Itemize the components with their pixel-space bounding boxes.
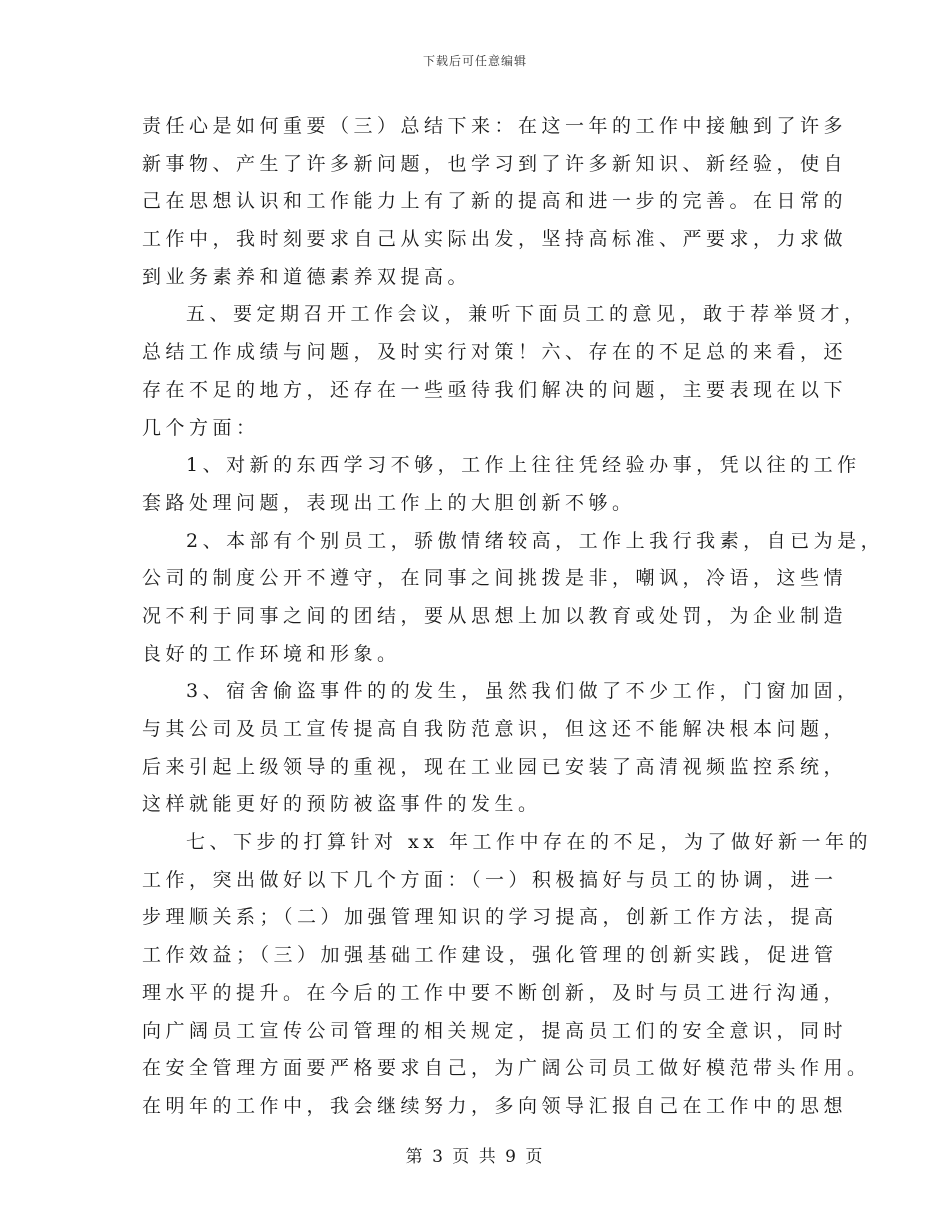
text-line: 套路处理问题，表现出工作上的大胆创新不够。 [142,491,636,514]
text-line: 在明年的工作中，我会继续努力，多向领导汇报自己在工作中的思想 [142,1094,848,1117]
text-line: 后来引起上级领导的重视，现在工业园已安装了高清视频监控系统， [142,755,848,778]
text-line: 责任心是如何重要（三）总结下来：在这一年的工作中接触到了许多 [142,115,848,137]
text-line: 1、对新的东西学习不够，工作上往往凭经验办事，凭以往的工作 [186,454,861,477]
text-line: 五、要定期召开工作会议，兼听下面员工的意见，敢于荐举贤才， [186,303,868,326]
paragraph [142,824,873,1126]
text-line: 总结工作成绩与问题，及时实行对策！六、存在的不足总的来看，还 [142,341,848,364]
paragraph [142,673,861,824]
paragraph [142,523,885,674]
text-line: 到业务素养和道德素养双提高。 [142,265,472,288]
text-line: 与其公司及员工宣传提高自我防范意识，但这还不能解决根本问题， [142,718,848,740]
page-number: 第 3 页 共 9 页 [405,1147,545,1167]
text-line: 己在思想认识和工作能力上有了新的提高和进一步的完善。在日常的 [142,190,848,213]
paragraph [142,447,861,522]
page-header: 下载后可任意编辑 [422,54,527,68]
text-line: 向广阔员工宣传公司管理的相关规定，提高员工们的安全意识，同时 [142,1019,848,1042]
paragraph [142,108,848,296]
paragraph [142,296,868,447]
text-line: 存在不足的地方，还存在一些亟待我们解决的问题，主要表现在以下 [142,378,848,401]
text-line: 新事物、产生了许多新问题，也学习到了许多新知识、新经验，使自 [142,152,848,175]
text-line: 这样就能更好的预防被盗事件的发生。 [142,793,542,816]
text-line: 工作，突出做好以下几个方面：（一）积极搞好与员工的协调，进一 [142,868,838,891]
text-line: 几个方面： [142,416,260,439]
document-body [142,108,885,1126]
text-line: 七、下步的打算针对 xx 年工作中存在的不足，为了做好新一年的 [186,831,873,854]
text-line: 步理顺关系；（二）加强管理知识的学习提高，创新工作方法，提高 [142,906,838,929]
text-line: 工作效益；（三）加强基础工作建设，强化管理的创新实践，促进管 [142,944,838,967]
text-line: 公司的制度公开不遵守，在同事之间挑拨是非，嘲讽，冷语，这些情 [142,567,848,590]
text-line: 工作中，我时刻要求自己从实际出发，坚持高标准、严要求，力求做 [142,228,848,251]
text-line: 在安全管理方面要严格要求自己，为广阔公司员工做好模范带头作用。 [142,1057,871,1080]
text-line: 理水平的提升。在今后的工作中要不断创新，及时与员工进行沟通， [142,981,848,1004]
text-line: 良好的工作环境和形象。 [142,642,401,665]
text-line: 况不利于同事之间的团结，要从思想上加以教育或处罚，为企业制造 [142,604,848,627]
text-line: 3、宿舍偷盗事件的的发生，虽然我们做了不少工作，门窗加固， [186,680,861,703]
text-line: 2、本部有个别员工，骄傲情绪较高，工作上我行我素，自已为是， [186,529,885,552]
